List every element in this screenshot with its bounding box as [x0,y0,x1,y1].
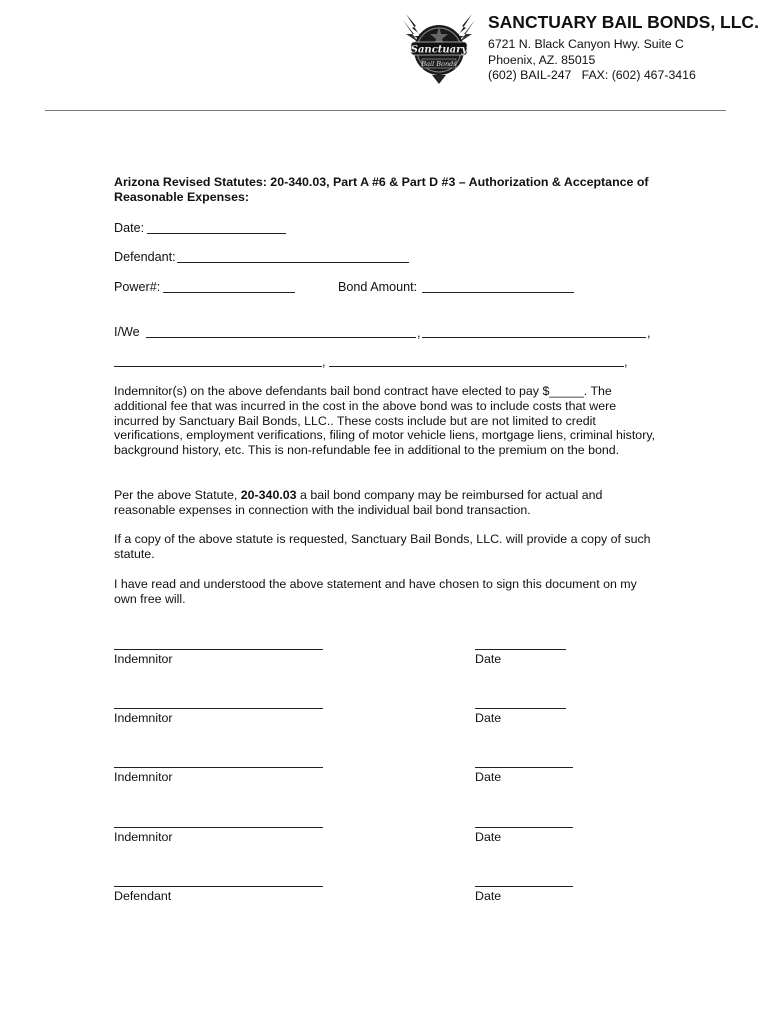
document-title: Arizona Revised Statutes: 20-340.03, Part A #6 & Part D #3 – Authorization & Acceptance of Reasonable Expenses: [114,175,649,204]
date-signature-label: Date [475,770,502,784]
statute-paragraph [114,488,659,518]
iwe-field-2[interactable] [422,337,646,338]
indemnitor-signature-line[interactable] [114,767,323,768]
indemnitor-signature-line[interactable] [114,827,323,828]
date-label: Date: [114,221,145,235]
bond-amount-field[interactable] [422,292,574,293]
power-label: Power#: [114,280,161,294]
company-address-line1: 6721 N. Black Canyon Hwy. Suite C [488,37,684,51]
date-signature-label: Date [475,711,502,725]
defendant-label: Defendant: [114,250,176,264]
logo-text-bottom: Bail Bonds [421,60,457,68]
date-signature-line[interactable] [475,886,573,887]
header-divider [45,110,726,111]
bond-amount-label: Bond Amount: [338,280,418,294]
defendant-field[interactable] [177,262,409,263]
copy-paragraph: If a copy of the above statute is requested, Sanctuary Bail Bonds, LLC. will provide a copy of such statute. [114,532,651,561]
defendant-signature-line[interactable] [114,886,323,887]
signature-label: Indemnitor [114,652,173,666]
statute-number: 20-340.03 [240,488,297,502]
fee-paragraph: Indemnitor(s) on the above defendants bail bond contract have elected to pay $_____. The additional fee that was incurred in the cost in the above bond was to include costs that were incurred by Sanctuary Bail Bonds, LLC.. These costs include but are not limited to credit verifications, employment verifications, filing of motor vehicle liens, mortgage liens, criminal history, background history, etc. This is non-refundable fee in additional to the premium on the bond. [114,384,656,458]
indemnitor-signature-line[interactable] [114,708,323,709]
comma: , [417,326,421,340]
date-signature-line[interactable] [475,827,573,828]
date-signature-label: Date [475,830,502,844]
signature-label: Indemnitor [114,830,173,844]
statute-text-before: Per the above Statute, [114,488,241,502]
date-signature-label: Date [475,652,502,666]
iwe-field-4[interactable] [329,366,624,367]
company-logo [400,12,478,86]
iwe-field-1[interactable] [146,337,416,338]
company-address-line2: Phoenix, AZ. 85015 [488,53,596,67]
company-name: SANCTUARY BAIL BONDS, LLC. [488,12,759,32]
company-phone-fax: (602) BAIL-247 FAX: (602) 467-3416 [488,68,696,82]
date-signature-line[interactable] [475,649,566,650]
acknowledgement-paragraph: I have read and understood the above statement and have chosen to sign this document on my own free will. [114,577,637,606]
date-signature-line[interactable] [475,708,566,709]
date-signature-line[interactable] [475,767,573,768]
comma: , [624,355,628,369]
comma: , [322,355,326,369]
signature-label: Defendant [114,889,172,903]
statute-text-after: a bail bond company may be reimbursed for actual and reasonable expenses in connection with the individual bail bond transaction. [114,488,603,517]
logo-text-top: Sanctuary [410,44,468,56]
power-field[interactable] [163,292,295,293]
iwe-label: I/We [114,325,140,339]
comma: , [647,326,651,340]
signature-label: Indemnitor [114,770,173,784]
iwe-field-3[interactable] [114,366,322,367]
date-signature-label: Date [475,889,502,903]
signature-label: Indemnitor [114,711,173,725]
date-field[interactable] [147,233,286,234]
indemnitor-signature-line[interactable] [114,649,323,650]
